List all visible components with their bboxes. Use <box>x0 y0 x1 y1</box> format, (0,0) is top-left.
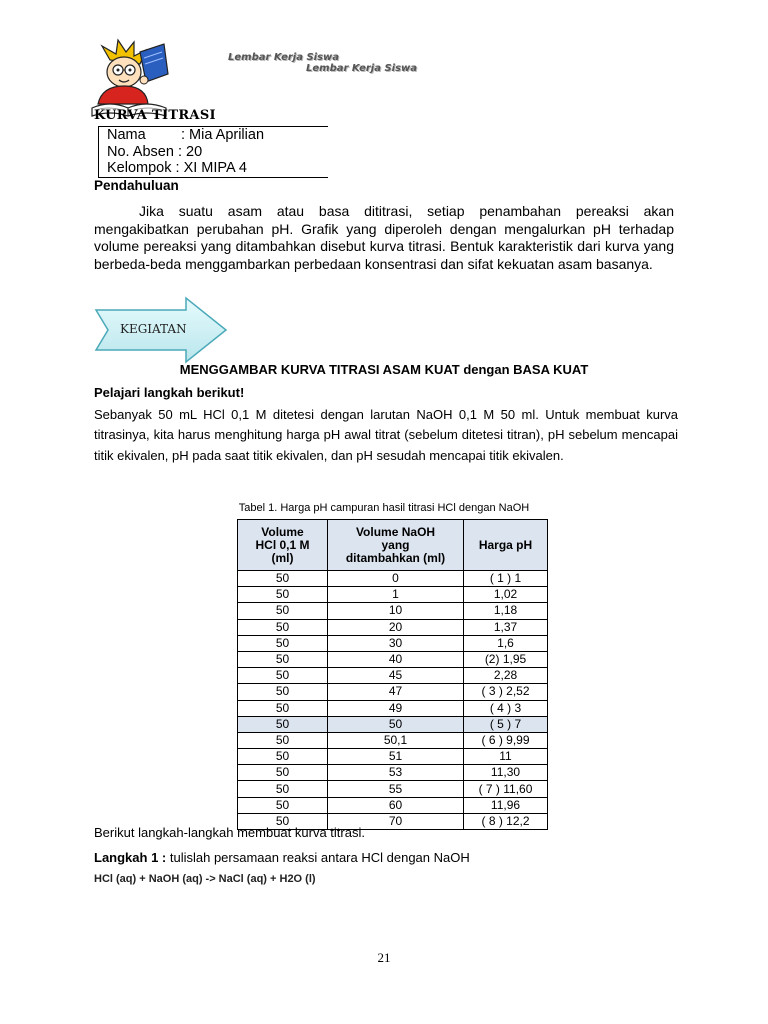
cell-harga-ph: 11 <box>464 749 548 765</box>
cell-volume-hcl: 50 <box>238 749 328 765</box>
student-reading-mascot-icon <box>88 38 174 118</box>
table-row <box>238 749 548 765</box>
header-line: yang <box>381 537 410 552</box>
identity-value: : 20 <box>177 144 203 160</box>
header-harga-ph <box>464 520 548 571</box>
header-line: (ml) <box>271 550 294 565</box>
cell-volume-naoh: 50,1 <box>328 732 464 748</box>
table-row <box>238 716 548 732</box>
cell-harga-ph: (2) 1,95 <box>464 651 548 667</box>
intro-paragraph: Jika suatu asam atau basa dititrasi, setiap penambahan pereaksi akan mengakibatkan perubahan pH. Grafik yang diperoleh dengan mengalurkan pH terhadap volume pereaksi yang ditambahkan disebut kurva titrasi. Bentuk karakteristik dari kurva yang berbeda-beda menggambarkan perbedaan konsentrasi dan sifat kekuatan asam basanya. <box>94 203 674 272</box>
cell-volume-hcl: 50 <box>238 716 328 732</box>
identity-box <box>98 126 328 178</box>
cell-volume-naoh: 1 <box>328 587 464 603</box>
identity-row-name <box>107 127 264 143</box>
table-row <box>238 700 548 716</box>
header-line: Volume NaOH <box>355 524 436 539</box>
activity-paragraph: Sebanyak 50 mL HCl 0,1 M ditetesi dengan larutan NaOH 0,1 M 50 ml. Untuk membuat kurva titrasinya, kita harus menghitung harga pH awal titrat (sebelum ditetesi titran), pH sebelum mencapai titik ekivalen, pH pada saat titik ekivalen, dan pH sesudah mencapai titik ekivalen. <box>94 407 678 463</box>
cell-volume-naoh: 60 <box>328 797 464 813</box>
header-subtitle-1: Lembar Kerja Siswa <box>228 52 340 63</box>
cell-harga-ph: ( 7 ) 11,60 <box>464 781 548 797</box>
identity-value: : XI MIPA 4 <box>175 160 247 176</box>
header-line: HCl 0,1 M <box>255 537 310 552</box>
cell-volume-hcl: 50 <box>238 619 328 635</box>
header-line: Harga pH <box>478 537 533 552</box>
cell-volume-hcl: 50 <box>238 603 328 619</box>
activity-title <box>0 362 768 377</box>
table-row <box>238 668 548 684</box>
cell-harga-ph: ( 4 ) 3 <box>464 700 548 716</box>
cell-volume-naoh: 45 <box>328 668 464 684</box>
cell-harga-ph: 1,18 <box>464 603 548 619</box>
cell-volume-naoh: 53 <box>328 765 464 781</box>
cell-harga-ph: 2,28 <box>464 668 548 684</box>
cell-volume-naoh: 51 <box>328 749 464 765</box>
table-row <box>238 732 548 748</box>
intro-heading: Pendahuluan <box>94 178 179 193</box>
table-row <box>238 603 548 619</box>
cell-harga-ph: 11,30 <box>464 765 548 781</box>
cell-harga-ph: ( 1 ) 1 <box>464 571 548 587</box>
cell-volume-naoh: 47 <box>328 684 464 700</box>
table-header-row <box>238 520 548 571</box>
table-row <box>238 619 548 635</box>
header-volume-hcl <box>238 520 328 571</box>
header-volume-naoh <box>328 520 464 571</box>
worksheet-title: KURVA TITRASI <box>94 108 216 123</box>
cell-volume-hcl: 50 <box>238 797 328 813</box>
cell-volume-naoh: 0 <box>328 571 464 587</box>
table-caption-text: Tabel 1. Harga pH campuran hasil titrasi HCl dengan NaOH <box>238 502 530 514</box>
table-row <box>238 635 548 651</box>
header-line: Volume <box>261 524 304 539</box>
cell-volume-hcl: 50 <box>238 668 328 684</box>
cell-volume-hcl: 50 <box>238 587 328 603</box>
activity-title-text: MENGGAMBAR KURVA TITRASI ASAM KUAT dengan BASA KUAT <box>179 362 589 377</box>
header-subtitle-2: Lembar Kerja Siswa <box>306 63 418 74</box>
cell-harga-ph: 1,02 <box>464 587 548 603</box>
cell-volume-hcl: 50 <box>238 781 328 797</box>
titration-table <box>237 519 548 830</box>
cell-volume-naoh: 55 <box>328 781 464 797</box>
table-caption <box>0 502 768 514</box>
cell-harga-ph: ( 6 ) 9,99 <box>464 732 548 748</box>
table-row <box>238 765 548 781</box>
cell-volume-hcl: 50 <box>238 635 328 651</box>
cell-harga-ph: ( 5 ) 7 <box>464 716 548 732</box>
cell-harga-ph: ( 8 ) 12,2 <box>464 813 548 829</box>
step-1-label: Langkah 1 : <box>94 850 167 865</box>
cell-volume-hcl: 50 <box>238 732 328 748</box>
cell-volume-naoh: 30 <box>328 635 464 651</box>
identity-row-kelompok <box>107 160 247 176</box>
table-row <box>238 797 548 813</box>
identity-label: No. Absen <box>107 144 174 160</box>
cell-volume-naoh: 40 <box>328 651 464 667</box>
cell-volume-naoh: 49 <box>328 700 464 716</box>
cell-harga-ph: ( 3 ) 2,52 <box>464 684 548 700</box>
identity-row-absen <box>107 144 202 160</box>
table-row <box>238 587 548 603</box>
identity-label: Kelompok <box>107 160 172 176</box>
reaction-equation: HCl (aq) + NaOH (aq) -> NaCl (aq) + H2O (l) <box>94 873 316 885</box>
page-number: 21 <box>377 950 391 965</box>
cell-volume-naoh: 10 <box>328 603 464 619</box>
header-line: ditambahkan (ml) <box>345 550 446 565</box>
cell-volume-hcl: 50 <box>238 700 328 716</box>
activity-subheading: Pelajari langkah berikut! <box>94 385 245 400</box>
cell-volume-naoh: 50 <box>328 716 464 732</box>
identity-value: : Mia Aprilian <box>181 127 265 143</box>
steps-intro: Berikut langkah-langkah membuat kurva titrasi. <box>94 825 365 840</box>
cell-harga-ph: 1,37 <box>464 619 548 635</box>
cell-harga-ph: 1,6 <box>464 635 548 651</box>
kegiatan-label: KEGIATAN <box>120 322 187 336</box>
cell-volume-hcl: 50 <box>238 571 328 587</box>
table-row <box>238 684 548 700</box>
table-row <box>238 781 548 797</box>
step-1-text: tulislah persamaan reaksi antara HCl dengan NaOH <box>166 850 470 865</box>
identity-label: Nama <box>107 127 146 143</box>
step-1 <box>94 850 470 865</box>
cell-volume-hcl: 50 <box>238 651 328 667</box>
cell-harga-ph: 11,96 <box>464 797 548 813</box>
cell-volume-hcl: 50 <box>238 684 328 700</box>
cell-volume-hcl: 50 <box>238 765 328 781</box>
cell-volume-naoh: 20 <box>328 619 464 635</box>
table-row <box>238 571 548 587</box>
table-row <box>238 651 548 667</box>
cell-volume-naoh: 70 <box>328 813 464 829</box>
cell-volume-hcl: 50 <box>238 813 328 829</box>
